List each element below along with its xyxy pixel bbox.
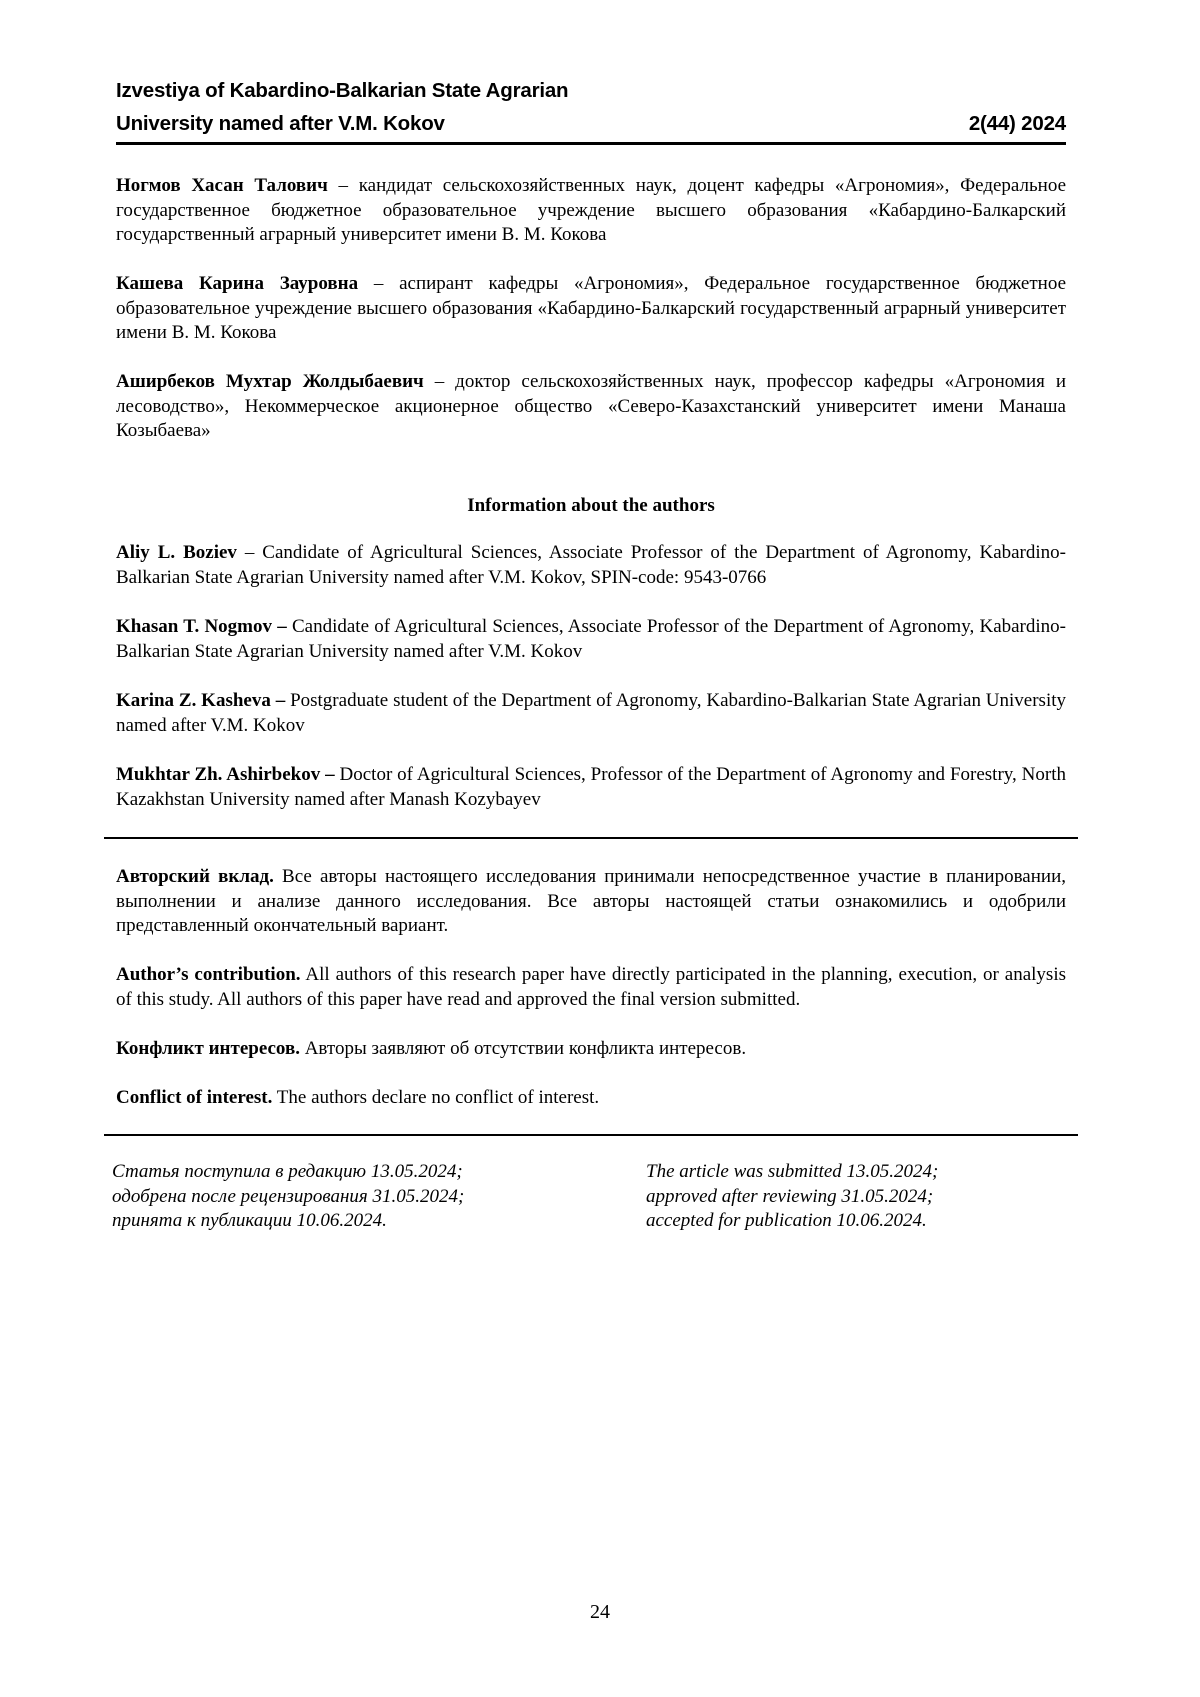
en-author-name: Karina Z. Kasheva – bbox=[116, 690, 286, 711]
statement-label: Конфликт интересов. bbox=[116, 1038, 300, 1059]
ru-author-affiliation: – кандидат сельскохозяйственных наук, доцент кафедры «Агрономия», Федеральное государственное бюджетное образовательное учреждение высшего образования «Кабардино-Балкарский государственный аграрный университет имени В. М. Кокова bbox=[116, 175, 1066, 245]
ru-author-name: Кашева Карина Зауровна bbox=[116, 273, 359, 294]
header-divider bbox=[116, 142, 1066, 145]
ru-author-entry bbox=[116, 174, 1066, 248]
statement-text: Авторы заявляют об отсутствии конфликта интересов. bbox=[299, 1038, 747, 1059]
statement-label: Conflict of interest. bbox=[116, 1087, 273, 1108]
info-authors-heading: Information about the authors bbox=[467, 495, 715, 516]
en-author-entry bbox=[116, 763, 1066, 812]
ru-author-affiliation: – аспирант кафедры «Агрономия», Федеральное государственное бюджетное образовательное учреждение высшего образования «Кабардино-Балкарский государственный аграрный университет имени В. М. Кокова bbox=[116, 273, 1067, 343]
ru-author-entry bbox=[116, 370, 1066, 444]
received-line: The article was submitted 13.05.2024; bbox=[646, 1161, 939, 1182]
received-line: Статья поступила в редакцию 13.05.2024; bbox=[112, 1161, 463, 1182]
en-author-affiliation: Doctor of Agricultural Sciences, Professor of the Department of Agronomy and Forestry, North Kazakhstan University named after Manash Kozybayev bbox=[116, 764, 1066, 810]
ru-author-name: Ногмов Хасан Талович bbox=[116, 175, 328, 196]
statement-conflict-en bbox=[116, 1086, 1066, 1111]
statement-text: All authors of this research paper have directly participated in the planning, execution, or analysis of this study. All authors of this paper have read and approved the final version submitted. bbox=[116, 964, 1066, 1010]
statement-contribution-ru bbox=[116, 865, 1066, 939]
statement-contribution-en bbox=[116, 963, 1066, 1012]
running-header bbox=[116, 74, 1066, 140]
en-author-name: Mukhtar Zh. Ashirbekov – bbox=[116, 764, 335, 785]
ru-author-affiliation: – доктор сельскохозяйственных наук, профессор кафедры «Агрономия и лесоводство», Некоммерческое акционерное общество «Северо-Казахстанский университет имени Манаша Козыбаева» bbox=[116, 371, 1066, 441]
statement-text: The authors declare no conflict of interest. bbox=[272, 1087, 600, 1108]
received-line: принята к публикации 10.06.2024. bbox=[112, 1210, 387, 1231]
journal-title-text-1: Izvestiya of Kabardino-Balkarian State Agrarian bbox=[116, 79, 569, 102]
en-author-affiliation: – Candidate of Agricultural Sciences, Associate Professor of the Department of Agronomy, Kabardino-Balkarian State Agrarian University named after V.M. Kokov, SPIN-code: 9543-0766 bbox=[116, 542, 1066, 588]
en-author-affiliation: Candidate of Agricultural Sciences, Associate Professor of the Department of Agronomy, Kabardino-Balkarian State Agrarian University named after V.M. Kokov bbox=[116, 616, 1066, 662]
journal-title-line-1 bbox=[116, 74, 1066, 107]
statement-label: Author’s contribution. bbox=[116, 964, 301, 985]
ru-author-name: Аширбеков Мухтар Жолдыбаевич bbox=[116, 371, 424, 392]
en-author-name: Aliy L. Boziev bbox=[116, 542, 237, 563]
issue-number: 2(44) 2024 bbox=[968, 112, 1066, 135]
journal-title-text-2: University named after V.M. Kokov bbox=[116, 112, 445, 135]
en-author-entry bbox=[116, 541, 1066, 590]
received-line: accepted for publication 10.06.2024. bbox=[646, 1210, 927, 1231]
section-divider bbox=[104, 1134, 1078, 1136]
received-line: одобрена после рецензирования 31.05.2024; bbox=[112, 1185, 465, 1207]
statement-label: Авторский вклад. bbox=[116, 866, 274, 887]
en-author-name: Khasan T. Nogmov – bbox=[116, 616, 287, 637]
en-author-affiliation: Postgraduate student of the Department of Agronomy, Kabardino-Balkarian State Agrarian University named after V.M. Kokov bbox=[116, 690, 1067, 736]
statement-conflict-ru bbox=[116, 1037, 1066, 1062]
statement-text: Все авторы настоящего исследования принимали непосредственное участие в планировании, выполнении и анализе данного исследования. Все авторы настоящей статьи ознакомились и одобрили представленный окончательный вариант. bbox=[116, 866, 1066, 936]
en-author-entry bbox=[116, 615, 1066, 664]
received-dates-ru bbox=[112, 1160, 464, 1234]
page-number: 24 bbox=[590, 1601, 610, 1623]
en-author-entry bbox=[116, 689, 1066, 738]
journal-title-line-2 bbox=[116, 107, 1066, 140]
received-line: approved after reviewing 31.05.2024; bbox=[646, 1185, 934, 1207]
ru-author-entry bbox=[116, 272, 1066, 346]
section-divider bbox=[104, 837, 1078, 839]
received-dates-en bbox=[646, 1160, 938, 1234]
